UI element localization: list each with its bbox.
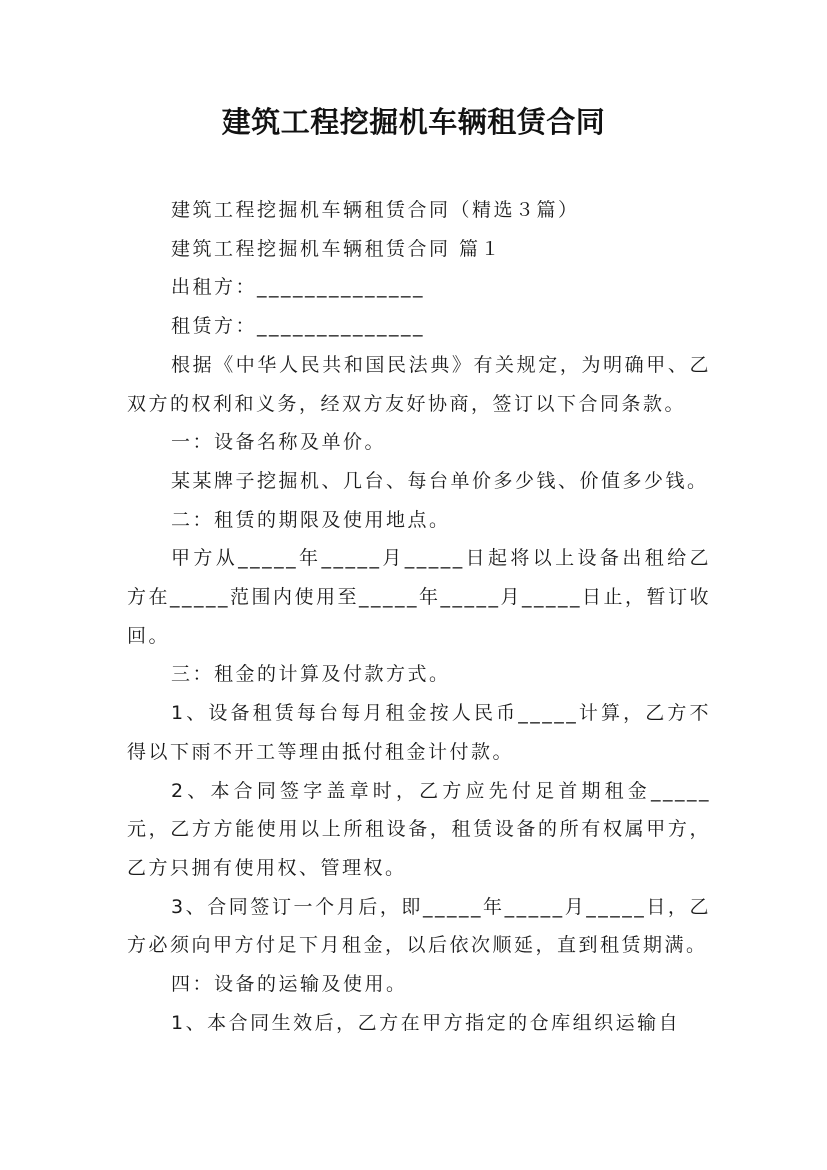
paragraph: 租赁方：______________ [171, 315, 426, 338]
paragraph: 2、本合同签字盖章时，乙方应先付足首期租金_____元，乙方方能使用以上所租设备，租赁设备的所有权属甲方，乙方只拥有使用权、管理权。 [127, 779, 711, 879]
document-body [127, 191, 711, 1042]
paragraph: 四：设备的运输及使用。 [171, 973, 408, 996]
paragraph: 一：设备名称及单价。 [171, 431, 387, 454]
paragraph: 某某牌子挖掘机、几台、每台单价多少钱、价值多少钱。 [171, 469, 709, 492]
paragraph: 二：租赁的期限及使用地点。 [171, 508, 451, 531]
paragraph: 三：租金的计算及付款方式。 [171, 663, 451, 686]
paragraph: 甲方从_____年_____月_____日起将以上设备出租给乙方在_____范围内使用至_____年_____月_____日止，暂订收回。 [127, 547, 712, 647]
paragraph: 1、本合同生效后，乙方在甲方指定的仓库组织运输自 [171, 1011, 681, 1034]
paragraph: 根据《中华人民共和国民法典》有关规定，为明确甲、乙双方的权利和义务，经双方友好协商，签订以下合同条款。 [127, 353, 711, 415]
document-title: 建筑工程挖掘机车辆租赁合同 [221, 105, 606, 139]
paragraph: 1、设备租赁每台每月租金按人民币_____计算，乙方不得以下雨不开工等理由抵付租金计付款。 [127, 702, 711, 763]
paragraph: 出租方：______________ [171, 276, 426, 299]
paragraph: 建筑工程挖掘机车辆租赁合同 篇１ [171, 237, 503, 260]
paragraph: 3、合同签订一个月后，即_____年_____月_____日，乙方必须向甲方付足下月租金，以后依次顺延，直到租赁期满。 [127, 895, 711, 957]
paragraph: 建筑工程挖掘机车辆租赁合同（精选３篇） [171, 199, 580, 221]
